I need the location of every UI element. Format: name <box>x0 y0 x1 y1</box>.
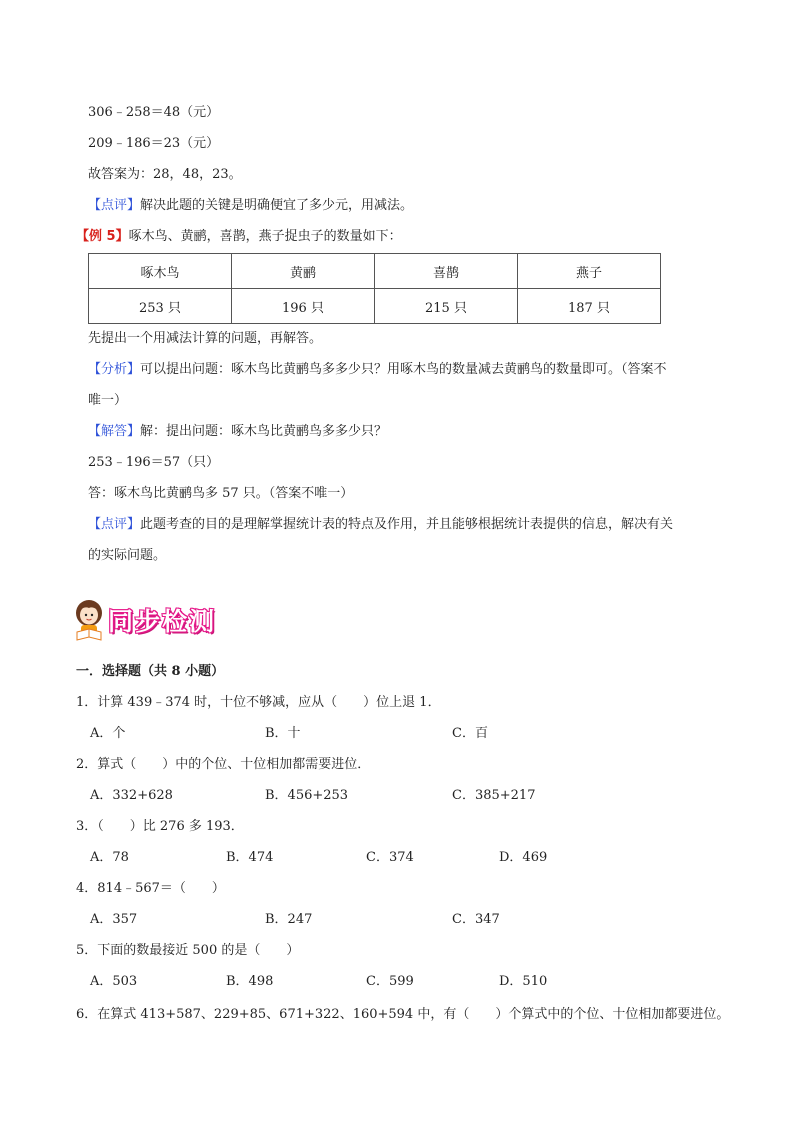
calc-line-1: 306﹣258＝48（元） <box>88 105 220 120</box>
question-2: 2．算式（ ）中的个位、十位相加都需要进位． <box>76 757 371 772</box>
example-question-text: 啄木鸟、黄鹂，喜鹊，燕子捉虫子的数量如下： <box>128 229 402 244</box>
question-6: 6．在算式 413+587、229+85、671+322、160+594 中，有（ ）个算式中的个位、十位相加都要进位。 <box>76 1007 730 1022</box>
question-5-option-c: C．599 <box>366 974 414 989</box>
question-3-option-b: B．474 <box>226 850 274 865</box>
answer-line: 答：啄木鸟比黄鹂鸟多 57 只。（答案不唯一） <box>88 486 354 501</box>
section-header <box>72 598 242 644</box>
solution-tag: 【解答】 <box>88 424 141 439</box>
solution-text: 解：提出问题：啄木鸟比黄鹂鸟多多少只？ <box>140 424 388 439</box>
prompt-line: 先提出一个用减法计算的问题，再解答。 <box>88 331 323 346</box>
question-3-option-d: D．469 <box>499 850 548 865</box>
table-header-cell: 喜鹊 <box>375 254 518 289</box>
question-1-option-c: C．百 <box>452 726 488 741</box>
table-row <box>89 289 661 324</box>
question-3: 3．（ ）比 276 多 193． <box>76 819 244 834</box>
calc-line: 253﹣196＝57（只） <box>88 455 220 470</box>
calc-line-2: 209﹣186＝23（元） <box>88 136 220 151</box>
answer-line: 故答案为：28，48，23。 <box>88 167 242 182</box>
question-1-option-b: B．十 <box>265 726 301 741</box>
question-1-option-a: A．个 <box>90 726 126 741</box>
question-5-option-d: D．510 <box>499 974 548 989</box>
question-5: 5．下面的数最接近 500 的是（ ） <box>76 943 300 958</box>
question-5-option-a: A．503 <box>90 974 138 989</box>
comment-text: 此题考查的目的是理解掌握统计表的特点及作用，并且能够根据统计表提供的信息，解决有关 <box>140 517 674 532</box>
girl-reading-icon <box>72 598 106 642</box>
comment-text: 解决此题的关键是明确便宜了多少元，用减法。 <box>140 198 414 213</box>
question-2-option-c: C．385+217 <box>452 788 536 803</box>
example-5-question <box>76 228 402 246</box>
section-title: 同步检测 <box>108 607 217 636</box>
question-5-option-b: B．498 <box>226 974 274 989</box>
table-header-cell: 燕子 <box>518 254 661 289</box>
question-3-option-c: C．374 <box>366 850 414 865</box>
question-4-option-c: C．347 <box>452 912 500 927</box>
question-2-option-a: A．332+628 <box>90 788 173 803</box>
table-header-cell: 黄鹂 <box>232 254 375 289</box>
analysis-tag: 【分析】 <box>88 362 141 377</box>
question-4: 4．814﹣567＝（ ） <box>76 881 225 896</box>
comment-line-2: 的实际问题。 <box>88 548 167 563</box>
table-cell: 253 只 <box>89 289 232 324</box>
analysis-text: 可以提出问题：啄木鸟比黄鹂鸟多多少只？用啄木鸟的数量减去黄鹂鸟的数量即可。（答案不 <box>140 362 667 377</box>
question-2-option-b: B．456+253 <box>265 788 349 803</box>
question-3-option-a: A．78 <box>90 850 129 865</box>
comment-tag: 【点评】 <box>88 517 141 532</box>
table-cell: 215 只 <box>375 289 518 324</box>
solution-line <box>88 423 387 441</box>
birds-table <box>88 253 661 324</box>
example-tag: 【例 5】 <box>76 229 129 244</box>
question-1: 1．计算 439﹣374 时，十位不够减，应从（ ）位上退 1． <box>76 695 441 710</box>
table-header-cell: 啄木鸟 <box>89 254 232 289</box>
analysis-line-1 <box>88 361 667 379</box>
table-header-row <box>89 254 661 289</box>
comment-line <box>88 197 413 215</box>
analysis-line-2: 唯一） <box>88 393 128 408</box>
question-4-option-b: B．247 <box>265 912 313 927</box>
comment-tag: 【点评】 <box>88 198 141 213</box>
question-4-option-a: A．357 <box>90 912 138 927</box>
table-cell: 196 只 <box>232 289 375 324</box>
comment-line-1 <box>88 516 673 534</box>
part-heading: 一．选择题（共 8 小题） <box>76 664 225 679</box>
table-cell: 187 只 <box>518 289 661 324</box>
